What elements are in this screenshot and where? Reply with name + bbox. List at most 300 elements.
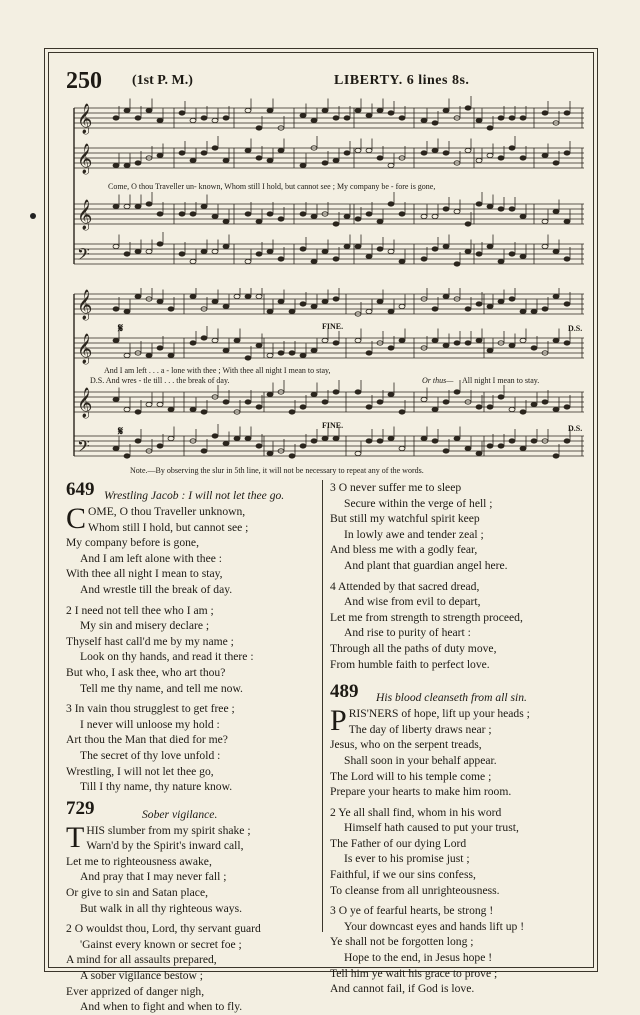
clef-icon: 𝄞 <box>77 144 93 174</box>
or-thus-label: Or thus— <box>422 376 454 385</box>
note-head <box>553 161 559 165</box>
note-head <box>322 338 328 342</box>
note-head <box>564 257 570 261</box>
note-head <box>509 116 515 120</box>
clef-icon: 𝄞 <box>77 104 93 134</box>
note-head <box>355 338 361 342</box>
note-head <box>553 338 559 342</box>
segno-mark-1: 𝄋 <box>118 321 124 335</box>
note-head <box>498 156 504 160</box>
note-head <box>388 111 394 115</box>
note-head <box>311 259 317 263</box>
note-head <box>135 294 141 298</box>
note-head <box>366 405 372 409</box>
hymn-number: 729 <box>66 797 95 819</box>
note-head <box>113 244 119 248</box>
note-head <box>245 436 251 440</box>
note-head <box>498 395 504 399</box>
note-head <box>399 116 405 120</box>
note-head <box>267 451 273 455</box>
note-head <box>245 148 251 152</box>
note-head <box>113 116 119 120</box>
note-head <box>245 400 251 404</box>
note-head <box>487 126 493 130</box>
hymn-729-stanza-2: 2 O wouldst thou, Lord, thy servant guard 'Gainst every known or secret foe ; A mind for all assaults prepared, A sober vigilance bestow ; Ever apprized of danger nigh, And when to fight and when to fly. <box>66 922 261 1014</box>
note-head <box>355 217 361 221</box>
note-head <box>311 392 317 396</box>
note-head <box>465 106 471 110</box>
note-head <box>157 212 163 216</box>
note-head <box>201 410 207 414</box>
note-head <box>124 252 130 256</box>
note-head <box>201 449 207 453</box>
note-head <box>366 148 372 152</box>
note-head <box>135 439 141 443</box>
score-system-2 <box>64 288 594 466</box>
note-head <box>454 209 460 213</box>
note-head <box>531 309 537 313</box>
note-head <box>443 207 449 211</box>
note-head <box>465 307 471 311</box>
note-head <box>322 400 328 404</box>
note-head <box>476 405 482 409</box>
note-head <box>388 392 394 396</box>
note-head <box>333 341 339 345</box>
note-head <box>289 309 295 313</box>
note-head <box>388 346 394 350</box>
note-head <box>157 444 163 448</box>
note-head <box>399 259 405 263</box>
note-head <box>487 204 493 208</box>
note-head <box>509 252 515 256</box>
note-head <box>267 353 273 357</box>
note-head <box>113 163 119 167</box>
note-head <box>267 392 273 396</box>
note-head <box>179 151 185 155</box>
note-head <box>135 116 141 120</box>
note-head <box>421 118 427 122</box>
tune-name: LIBERTY. 6 lines 8s. <box>334 73 470 88</box>
note-head <box>223 244 229 248</box>
note-head <box>333 158 339 162</box>
note-head <box>476 302 482 306</box>
note-head <box>366 309 372 313</box>
note-head <box>377 400 383 404</box>
note-head <box>234 294 240 298</box>
note-head <box>421 397 427 401</box>
note-head <box>278 299 284 303</box>
note-head <box>190 158 196 162</box>
note-head <box>443 343 449 347</box>
hymn-729-heading <box>66 797 324 823</box>
note-head <box>531 402 537 406</box>
note-head <box>168 307 174 311</box>
hymn-729-stanza-4: 4 Attended by that sacred dread, And wise from evil to depart, Let me from strength to strength proceed, And rise to purity of heart : Through all the paths of duty move, From humble faith to perfect love. <box>330 579 523 671</box>
note-head <box>245 108 251 112</box>
hymn-729-stanza-3: 3 O never suffer me to sleep Secure within the verge of hell ; But still my watchful spirit keep In lowly awe and tender zeal ; And bless me with a godly fear, And plant that guardian angel here. <box>330 481 508 572</box>
note-head <box>245 294 251 298</box>
note-head <box>212 118 218 122</box>
note-head <box>344 244 350 248</box>
note-head <box>432 307 438 311</box>
hymn-649-stanza-1: COME, O thou Traveller unknown, Whom still I hold, but cannot see ; My company before is gone, And I am left alone with thee : With thee all night I mean to stay, And wrestle till the break of day. <box>66 502 249 596</box>
note-head <box>355 108 361 112</box>
note-head <box>300 212 306 216</box>
note-head <box>300 247 306 251</box>
note-head <box>421 151 427 155</box>
note-head <box>146 353 152 357</box>
note-head <box>245 259 251 263</box>
note-head <box>278 217 284 221</box>
note-head <box>300 405 306 409</box>
note-head <box>443 400 449 404</box>
note-head <box>487 153 493 157</box>
note-head <box>322 249 328 253</box>
note-head <box>520 338 526 342</box>
note-head <box>542 153 548 157</box>
note-head <box>322 108 328 112</box>
note-head <box>223 441 229 445</box>
note-head <box>564 405 570 409</box>
note-head <box>157 299 163 303</box>
note-head <box>487 444 493 448</box>
note-head <box>212 146 218 150</box>
note-head <box>498 299 504 303</box>
note-head <box>201 204 207 208</box>
note-head <box>146 249 152 253</box>
note-head <box>201 151 207 155</box>
note-head <box>465 341 471 345</box>
note-head <box>289 351 295 355</box>
note-head <box>509 407 515 411</box>
note-head <box>553 249 559 253</box>
score-system-1 <box>64 96 594 268</box>
note-head <box>157 402 163 406</box>
note-head <box>124 204 130 208</box>
note-head <box>344 116 350 120</box>
hymn-number: 489 <box>330 681 359 703</box>
note-head <box>443 449 449 453</box>
note-head <box>300 353 306 357</box>
note-head <box>256 219 262 223</box>
note-head <box>333 297 339 301</box>
note-head <box>564 341 570 345</box>
note-head <box>267 108 273 112</box>
note-head <box>300 302 306 306</box>
note-head <box>377 219 383 223</box>
dropcap-letter: T <box>66 820 85 854</box>
note-head <box>366 351 372 355</box>
note-head <box>476 338 482 342</box>
hymn-649-heading <box>66 479 324 504</box>
note-head <box>124 353 130 357</box>
hymn-title: Wrestling Jacob : I will not let thee go. <box>104 489 285 502</box>
note-head <box>509 297 515 301</box>
note-head <box>388 202 394 206</box>
note-head <box>322 161 328 165</box>
note-head <box>146 108 152 112</box>
note-head <box>223 304 229 308</box>
note-head <box>476 158 482 162</box>
note-head <box>212 214 218 218</box>
note-head <box>399 212 405 216</box>
note-head <box>520 309 526 313</box>
note-head <box>333 436 339 440</box>
note-head <box>267 158 273 162</box>
note-head <box>201 249 207 253</box>
note-head <box>542 400 548 404</box>
note-head <box>465 148 471 152</box>
note-head <box>377 247 383 251</box>
hymn-title: His blood cleanseth from all sin. <box>376 691 527 705</box>
note-head <box>388 249 394 253</box>
note-head <box>234 338 240 342</box>
note-head <box>223 348 229 352</box>
note-head <box>190 118 196 122</box>
note-head <box>333 390 339 394</box>
note-head <box>421 214 427 218</box>
note-head <box>113 446 119 450</box>
note-head <box>124 454 130 458</box>
note-head <box>212 249 218 253</box>
note-head <box>311 348 317 352</box>
note-head <box>256 252 262 256</box>
note-head <box>267 309 273 313</box>
note-head <box>179 252 185 256</box>
note-head <box>157 242 163 246</box>
note-head <box>157 118 163 122</box>
note-head <box>377 156 383 160</box>
note-head <box>223 219 229 223</box>
note-head <box>124 108 130 112</box>
note-head <box>509 207 515 211</box>
ink-spot <box>30 213 36 219</box>
note-head <box>432 439 438 443</box>
note-head <box>443 151 449 155</box>
note-head <box>223 158 229 162</box>
note-head <box>487 348 493 352</box>
note-head <box>135 161 141 165</box>
note-head <box>190 259 196 263</box>
note-head <box>377 299 383 303</box>
note-head <box>278 351 284 355</box>
note-head <box>190 407 196 411</box>
clef-icon: 𝄢 <box>77 436 90 460</box>
hymn-489-heading <box>330 681 590 706</box>
note-head <box>377 108 383 112</box>
note-head <box>432 338 438 342</box>
note-head <box>135 410 141 414</box>
note-head <box>509 343 515 347</box>
note-head <box>234 436 240 440</box>
note-head <box>520 214 526 218</box>
note-head <box>487 304 493 308</box>
page-number: 250 <box>66 68 102 94</box>
note-head <box>553 294 559 298</box>
note-head <box>498 444 504 448</box>
note-head <box>564 439 570 443</box>
fine-mark-2: FINE. <box>322 421 344 430</box>
note-head <box>333 222 339 226</box>
note-head <box>388 309 394 313</box>
note-head <box>564 151 570 155</box>
note-head <box>564 111 570 115</box>
note-head <box>388 163 394 167</box>
note-head <box>366 254 372 258</box>
clef-icon: 𝄞 <box>77 334 93 364</box>
note-head <box>443 294 449 298</box>
note-head <box>245 356 251 360</box>
hymn-489-stanza-2: 2 Ye all shall find, whom in his word Himself hath caused to put your trust, The Father of our dying Lord Is ever to his promise just ; Faithful, if we our sins confess, To cleanse from all unrighteousness. <box>330 805 519 897</box>
note-head <box>366 439 372 443</box>
note-head <box>476 118 482 122</box>
note-head <box>399 338 405 342</box>
note-head <box>289 410 295 414</box>
note-head <box>520 254 526 258</box>
note-head <box>300 444 306 448</box>
hymn-489-stanza-3: 3 O ye of fearful hearts, be strong ! Your downcast eyes and hands lift up ! Ye shall not be forgotten long ; Hope to the end, in Jesus hope ! Tell him ye wait his grace to prove ; And cannot fail, if God is love. <box>330 904 525 996</box>
clef-icon: 𝄢 <box>77 244 90 268</box>
note-head <box>355 451 361 455</box>
note-head <box>201 116 207 120</box>
note-head <box>498 116 504 120</box>
ds-mark-1: D.S. <box>568 324 583 333</box>
note-head <box>542 219 548 223</box>
note-head <box>113 338 119 342</box>
note-head <box>311 439 317 443</box>
hymn-729-stanza-1: THIS slumber from my spirit shake ; Warn'd by the Spirit's inward call, Let me to righteousness awake, And pray that I may never fall ; Or give to sin and Satan place, But walk in all thy righteous ways. <box>66 820 251 915</box>
note-head <box>256 126 262 130</box>
note-head <box>256 444 262 448</box>
note-head <box>553 209 559 213</box>
note-head <box>564 302 570 306</box>
note-head <box>487 244 493 248</box>
note-head <box>344 151 350 155</box>
note-head <box>179 212 185 216</box>
note-head <box>322 299 328 303</box>
note-head <box>366 113 372 117</box>
note-head <box>278 148 284 152</box>
note-head <box>509 146 515 150</box>
note-head <box>190 294 196 298</box>
note-head <box>333 257 339 261</box>
note-head <box>476 252 482 256</box>
note-head <box>300 113 306 117</box>
ds-mark-2: D.S. <box>568 424 583 433</box>
note-head <box>498 207 504 211</box>
note-head <box>157 346 163 350</box>
note-head <box>432 214 438 218</box>
note-head <box>355 390 361 394</box>
right-column <box>330 480 590 997</box>
note-head <box>421 436 427 440</box>
note-head <box>399 304 405 308</box>
note-head <box>190 341 196 345</box>
note-head <box>113 397 119 401</box>
note-head <box>454 262 460 266</box>
note-head <box>311 304 317 308</box>
lyric-line-bottom-alt: All night I mean to stay. <box>462 376 540 385</box>
note-head <box>531 439 537 443</box>
note-head <box>476 451 482 455</box>
lyric-line-top: Come, O thou Traveller un- known, Whom still I hold, but cannot see ; My company be - fore is gone, <box>108 182 436 191</box>
note-head <box>432 121 438 125</box>
note-head <box>322 436 328 440</box>
note-head <box>256 405 262 409</box>
note-head <box>212 299 218 303</box>
lyric-line-bottom-2: D.S. And wres - tle till . . . the break of day. <box>90 376 230 385</box>
note-head <box>531 346 537 350</box>
note-head <box>443 244 449 248</box>
clef-icon: 𝄞 <box>77 290 93 320</box>
left-column <box>66 479 324 1015</box>
note-head <box>355 148 361 152</box>
note-head <box>201 336 207 340</box>
note-head <box>432 148 438 152</box>
note-head <box>520 446 526 450</box>
note-head <box>267 212 273 216</box>
note-head <box>333 116 339 120</box>
note-head <box>476 202 482 206</box>
note-head <box>432 407 438 411</box>
note-head <box>542 244 548 248</box>
note-head <box>267 249 273 253</box>
note-head <box>465 249 471 253</box>
note-head <box>355 244 361 248</box>
note-head <box>399 446 405 450</box>
note-head <box>498 259 504 263</box>
note-head <box>223 400 229 404</box>
meter-label: (1st P. M.) <box>132 73 193 88</box>
dropcap-letter: P <box>330 704 347 738</box>
note-head <box>443 108 449 112</box>
performance-note: Note.—By observing the slur in 5th line, it will not be necessary to repeat any of the words. <box>130 466 424 475</box>
lyric-line-bottom-1: And I am left . . . a - lone with thee ; With thee all night I mean to stay, <box>104 366 331 375</box>
note-head <box>135 249 141 253</box>
note-head <box>564 219 570 223</box>
note-head <box>256 156 262 160</box>
note-head <box>124 407 130 411</box>
note-head <box>553 407 559 411</box>
hymn-649-stanza-3: 3 In vain thou strugglest to get free ; I never will unloose my hold : Art thou the Man that died for me? The secret of thy love unfold : Wrestling, I will not let thee go, Till I thy name, thy nature know. <box>66 702 235 794</box>
note-head <box>377 439 383 443</box>
note-head <box>509 439 515 443</box>
note-head <box>245 212 251 216</box>
note-head <box>168 353 174 357</box>
note-head <box>113 204 119 208</box>
clef-icon: 𝄞 <box>77 388 93 418</box>
dropcap-letter: C <box>66 502 87 535</box>
note-head <box>366 212 372 216</box>
note-head <box>311 118 317 122</box>
note-head <box>399 410 405 414</box>
note-head <box>190 212 196 216</box>
note-head <box>487 405 493 409</box>
note-head <box>542 307 548 311</box>
hymn-649-stanza-2: 2 I need not tell thee who I am ; My sin and misery declare ; Thyself hast call'd me by my name ; Look on thy hands, and read it there : But who, I ask thee, who art thou? Tell me thy name, and tell me now. <box>66 603 254 695</box>
hymn-489-stanza-1: PRIS'NERS of hope, lift up your heads ; The day of liberty draws near ; Jesus, who on the serpent treads, Shall soon in your behalf appear. The Lord will to his temple come ; Prepare your hearts to make him room. <box>330 704 530 799</box>
note-head <box>223 116 229 120</box>
note-head <box>520 116 526 120</box>
note-head <box>212 338 218 342</box>
note-head <box>520 156 526 160</box>
note-head <box>520 410 526 414</box>
note-head <box>465 446 471 450</box>
hymn-title: Sober vigilance. <box>142 807 218 821</box>
note-head <box>542 111 548 115</box>
note-head <box>454 341 460 345</box>
note-head <box>135 204 141 208</box>
